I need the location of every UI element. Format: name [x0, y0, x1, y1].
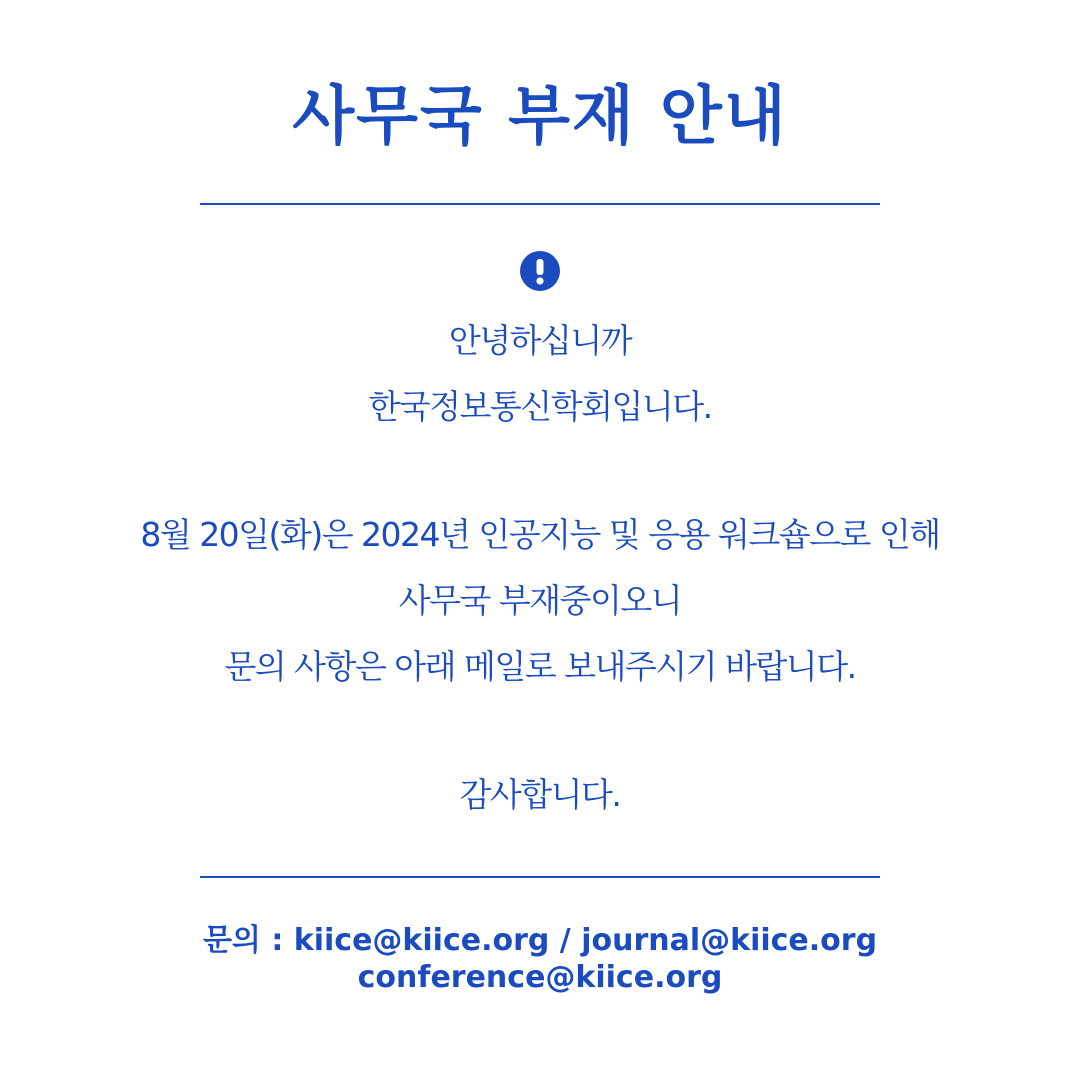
- greeting-line-2: 한국정보통신학회입니다.: [368, 387, 712, 426]
- top-divider: [200, 203, 880, 205]
- closing-line: 감사합니다.: [459, 775, 621, 814]
- page-title: 사무국 부재 안내: [292, 80, 788, 154]
- body-line-2: 사무국 부재중이오니: [398, 581, 682, 620]
- greeting-line-1: 안녕하십니까: [448, 321, 632, 360]
- contact-line-1: 문의 : kiice@kiice.org / journal@kiice.org: [202, 923, 878, 958]
- body-line-1: 8월 20일(화)은 2024년 인공지능 및 응용 워크숍으로 인해: [140, 515, 940, 554]
- exclamation-circle-icon: [520, 251, 560, 291]
- body-line-3: 문의 사항은 아래 메일로 보내주시기 바랍니다.: [224, 647, 856, 686]
- contact-line-2: conference@kiice.org: [357, 960, 723, 995]
- bottom-divider: [200, 876, 880, 878]
